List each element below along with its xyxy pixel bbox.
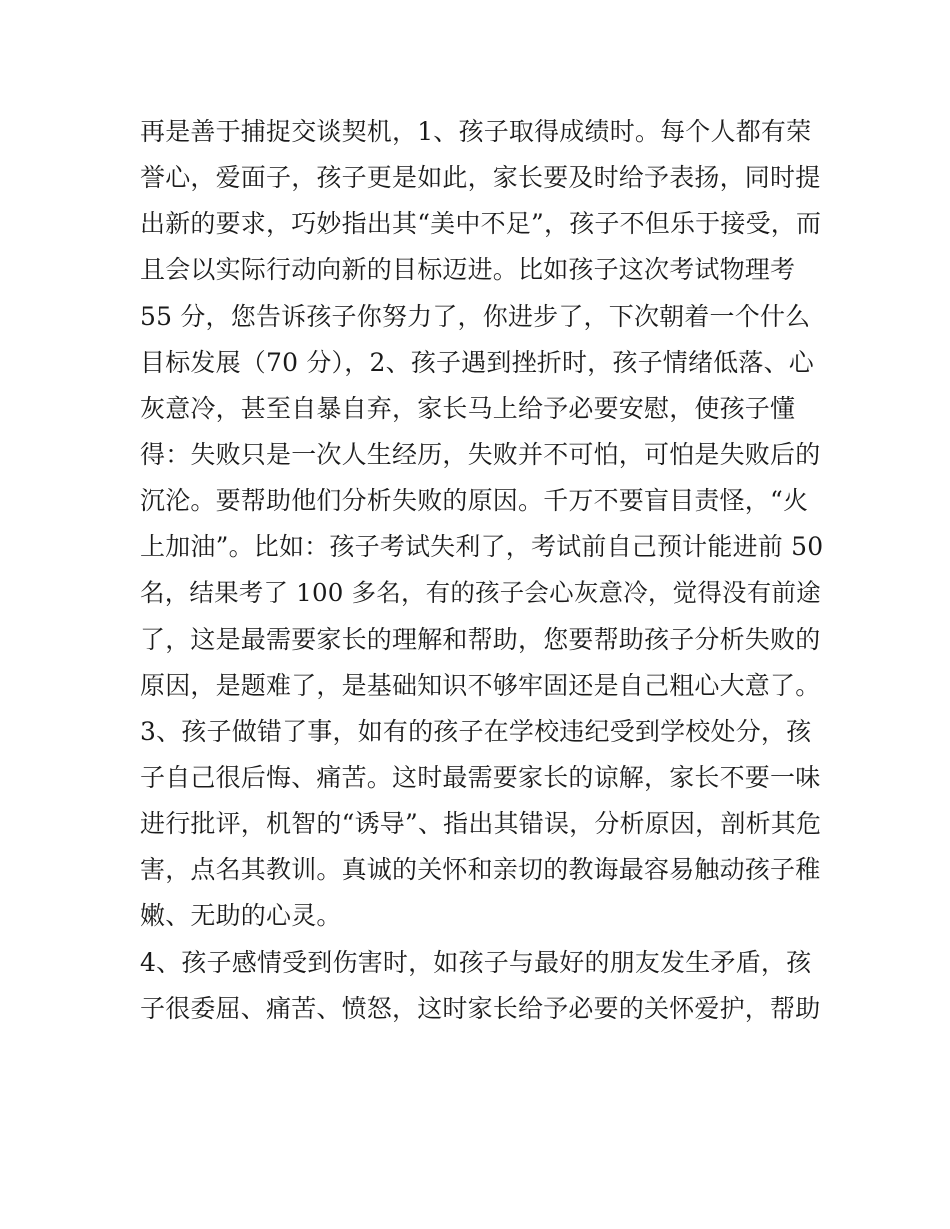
text-line: 上加油”。比如：孩子考试失利了，考试前自己预计能进前 50 [140,532,824,562]
text-line: 害，点名其教训。真诚的关怀和亲切的教诲最容易触动孩子稚 [140,855,821,885]
text-line: 得：失败只是一次人生经历，失败并不可怕，可怕是失败后的 [140,439,821,469]
text-line: 4、孩子感情受到伤害时，如孩子与最好的朋友发生矛盾，孩 [140,947,812,977]
text-line: 3、孩子做错了事，如有的孩子在学校违纪受到学校处分，孩 [140,716,812,746]
text-line: 名，结果考了 100 多名，有的孩子会心灰意冷，觉得没有前途 [140,578,821,608]
text-line: 灰意冷，甚至自暴自弃，家长马上给予必要安慰，使孩子懂 [140,393,796,423]
text-line: 再是善于捕捉交谈契机，1、孩子取得成绩时。每个人都有荣 [140,117,812,146]
text-line: 沉沦。要帮助他们分析失败的原因。千万不要盲目责怪，“火 [140,486,809,516]
text-line: 进行批评，机智的“诱导”、指出其错误，分析原因，剖析其危 [140,809,822,839]
text-line: 55 分，您告诉孩子你努力了，你进步了，下次朝着一个什么 [140,301,811,331]
text-line: 誉心，爱面子，孩子更是如此，家长要及时给予表扬，同时提 [140,163,821,193]
text-line: 且会以实际行动向新的目标迈进。比如孩子这次考试物理考 [140,255,796,285]
text-line: 出新的要求，巧妙指出其“美中不足”，孩子不但乐于接受，而 [140,209,822,239]
text-line: 子很委屈、痛苦、愤怒，这时家长给予必要的关怀爱护，帮助 [140,993,821,1023]
text-line: 目标发展（70 分），2、孩子遇到挫折时，孩子情绪低落、心 [140,347,814,377]
text-line: 原因，是题难了，是基础知识不够牢固还是自己粗心大意了。 [140,670,821,700]
text-line: 了，这是最需要家长的理解和帮助，您要帮助孩子分析失败的 [140,624,821,654]
body-text [140,109,830,1032]
text-line: 子自己很后悔、痛苦。这时最需要家长的谅解，家长不要一味 [140,762,821,792]
text-line: 嫩、无助的心灵。 [140,901,342,931]
